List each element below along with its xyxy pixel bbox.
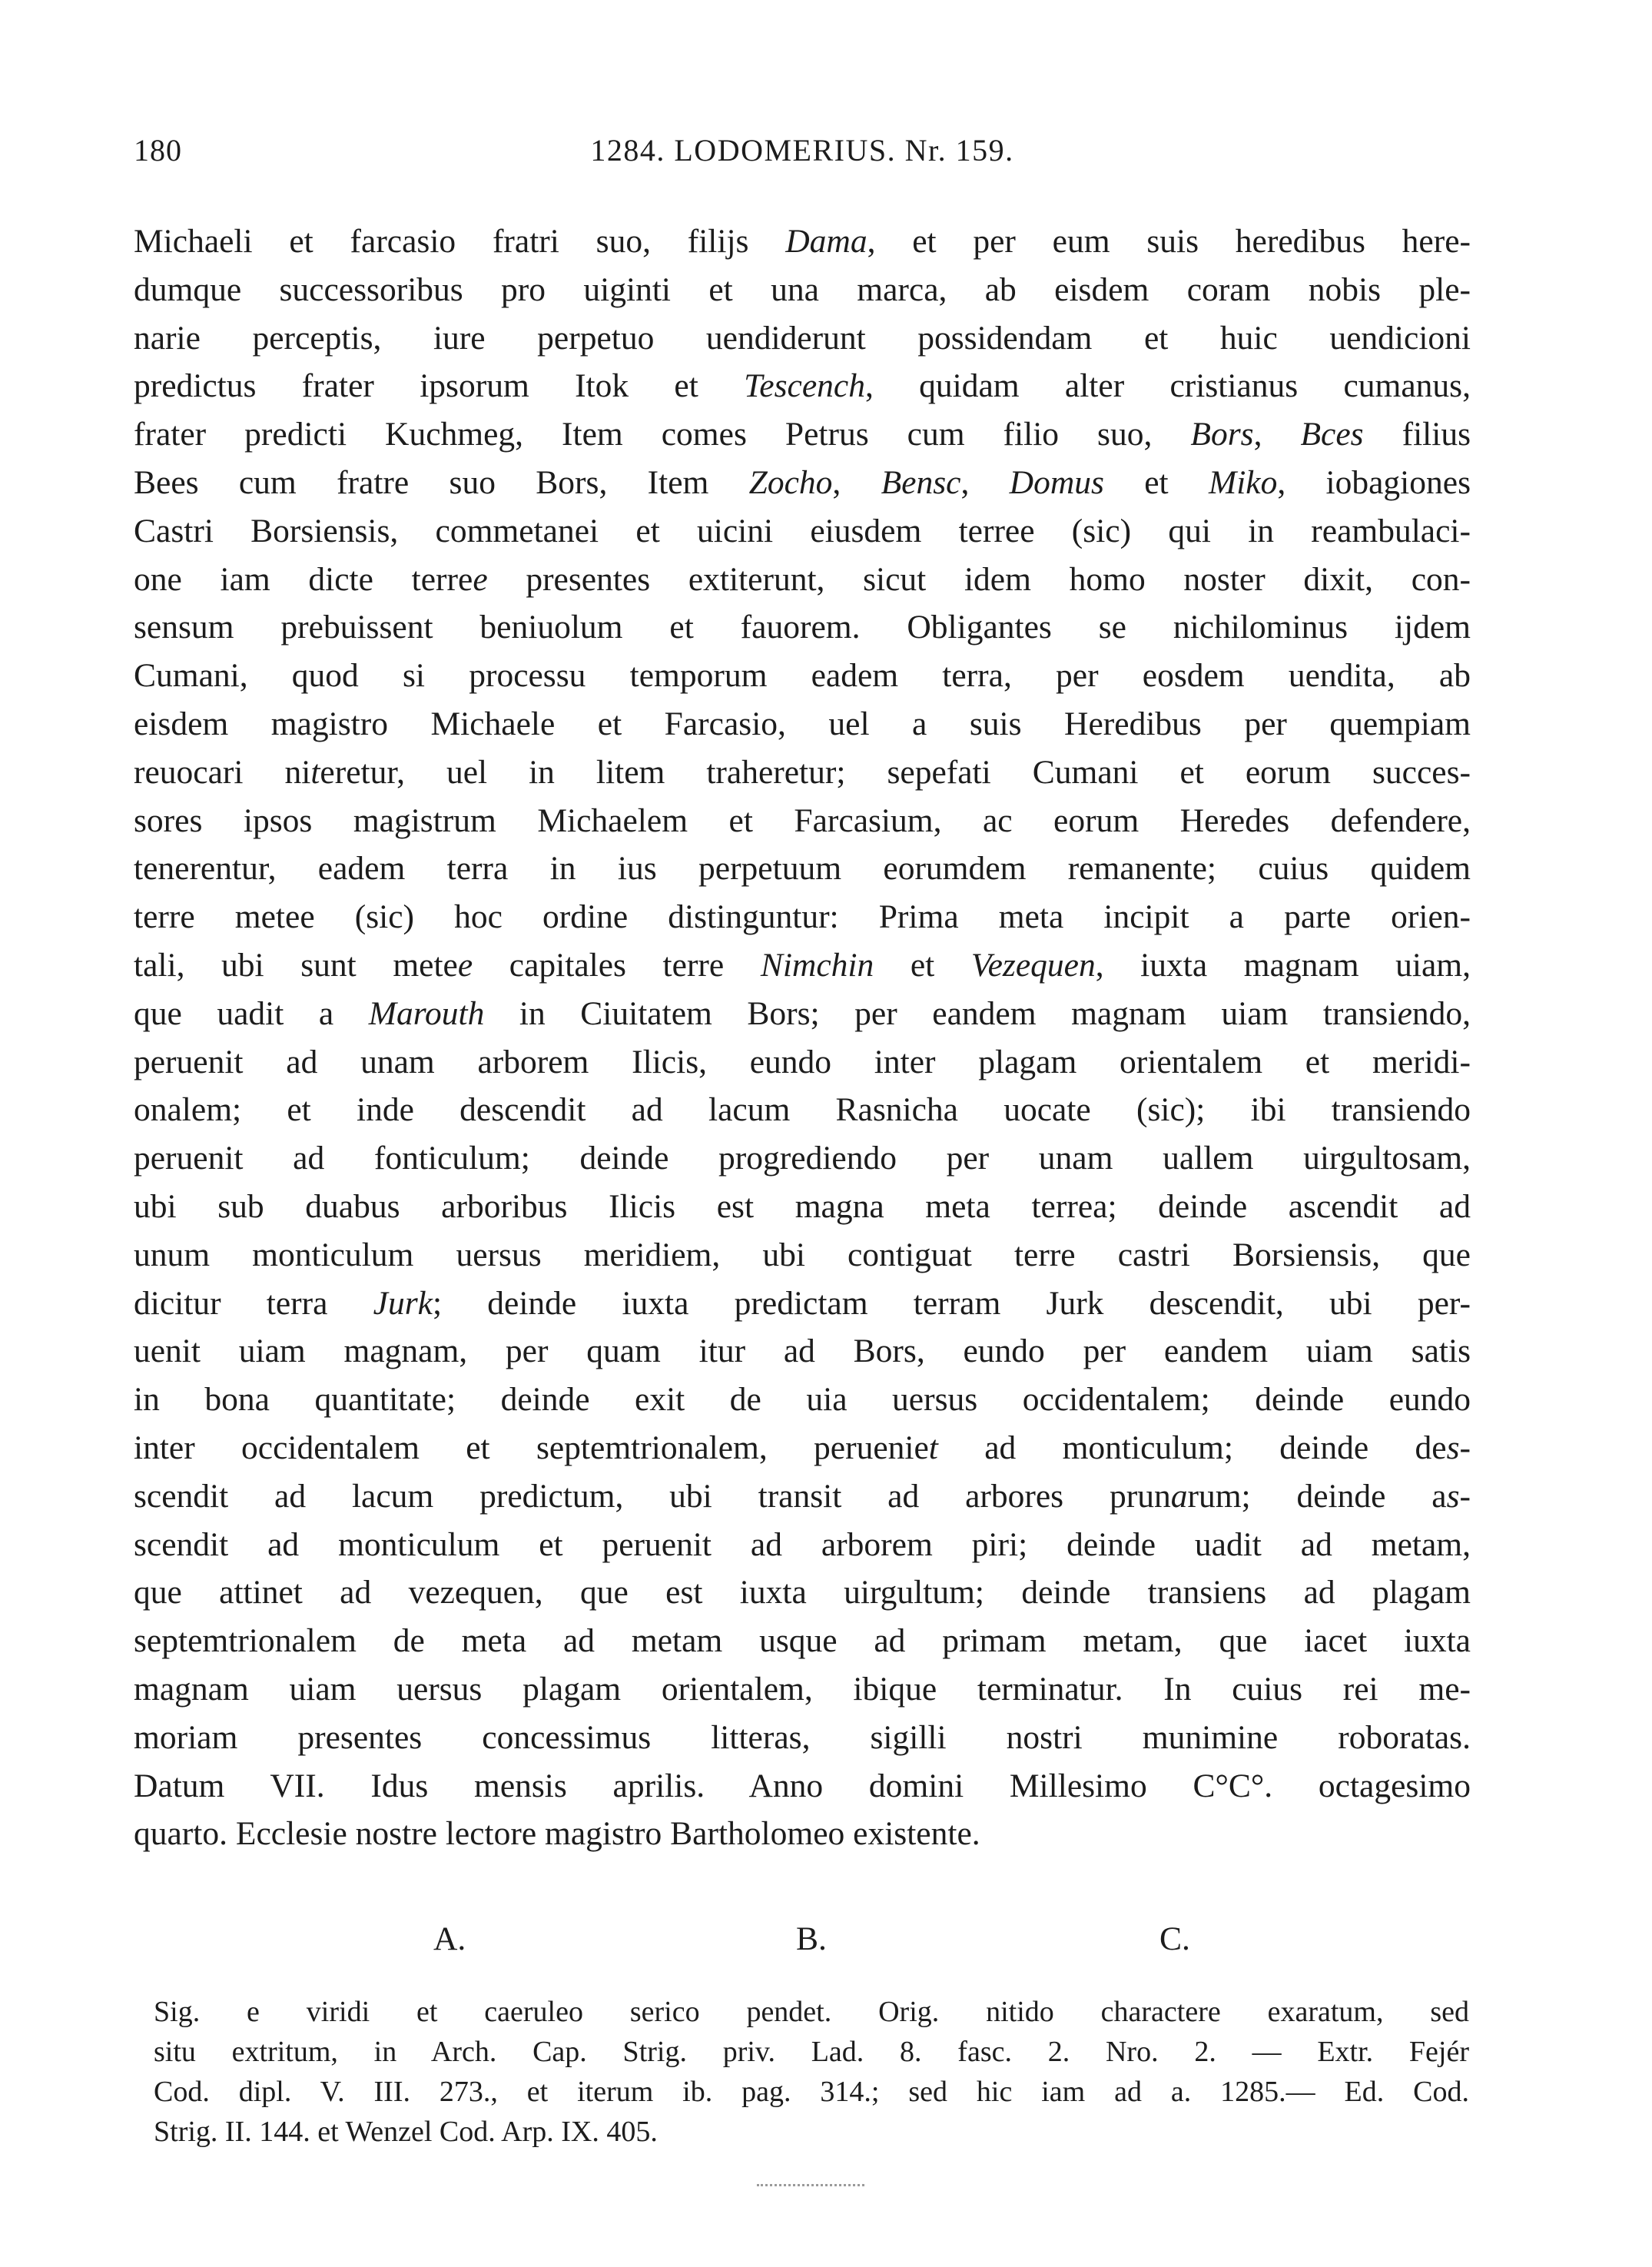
- signature-a: A.: [433, 1920, 466, 1957]
- text-line: reuocari niteretur, uel in litem traheretur; sepefati Cumani et eorum succes-: [134, 753, 1471, 791]
- note-line: Cod. dipl. V. III. 273., et iterum ib. pag. 314.; sed hic iam ad a. 1285.— Ed. Cod.: [154, 2076, 1469, 2108]
- text-line: ubi sub duabus arboribus Ilicis est magna meta terrea; deinde ascendit ad: [134, 1187, 1471, 1225]
- text-line: peruenit ad unam arborem Ilicis, eundo inter plagam orientalem et meridi-: [134, 1043, 1471, 1080]
- decorative-rule: [757, 2184, 864, 2189]
- text-line: eisdem magistro Michaele et Farcasio, uel a suis Heredibus per quempiam: [134, 705, 1471, 742]
- text-line: sensum prebuissent beniuolum et fauorem. Obligantes se nichilominus ijdem: [134, 609, 1471, 646]
- text-line: dicitur terra Jurk; deinde iuxta predictam terram Jurk descendit, ubi per-: [134, 1284, 1471, 1322]
- text-line: Castri Borsiensis, commetanei et uicini eiusdem terree (sic) qui in reambulaci-: [134, 512, 1471, 549]
- page-header: [134, 132, 1471, 178]
- text-line: narie perceptis, iure perpetuo uendiderunt possidendam et huic uendicioni: [134, 319, 1471, 357]
- witness-signatures: [134, 1920, 1471, 1966]
- signature-b: B.: [796, 1920, 827, 1957]
- text-line: terre metee (sic) hoc ordine distinguntur: Prima meta incipit a parte orien-: [134, 898, 1471, 936]
- text-line: in bona quantitate; deinde exit de uia uersus occidentalem; deinde eundo: [134, 1381, 1471, 1419]
- text-line: one iam dicte terree presentes extiterunt, sicut idem homo noster dixit, con-: [134, 560, 1471, 598]
- text-line: sores ipsos magistrum Michaelem et Farcasium, ac eorum Heredes defendere,: [134, 802, 1471, 839]
- text-line: tenerentur, eadem terra in ius perpetuum eorumdem remanente; cuius quidem: [134, 850, 1471, 888]
- note-line: Sig. e viridi et caeruleo serico pendet. Orig. nitido charactere exaratum, sed: [154, 1996, 1469, 2028]
- text-line: magnam uiam uersus plagam orientalem, ibique terminatur. In cuius rei me-: [134, 1670, 1471, 1708]
- text-line: uenit uiam magnam, per quam itur ad Bors, eundo per eandem uiam satis: [134, 1333, 1471, 1370]
- note-line: Strig. II. 144. et Wenzel Cod. Arp. IX. 405.: [154, 2116, 658, 2148]
- text-line: unum monticulum uersus meridiem, ubi contiguat terre castri Borsiensis, que: [134, 1236, 1471, 1273]
- signature-c: C.: [1159, 1920, 1190, 1957]
- text-line: Cumani, quod si processu temporum eadem terra, per eosdem uendita, ab: [134, 657, 1471, 695]
- text-line: moriam presentes concessimus litteras, sigilli nostri munimine roboratas.: [134, 1718, 1471, 1756]
- charter-text: [134, 217, 1471, 1858]
- page-number: 180: [134, 133, 182, 168]
- text-line: Michaeli et farcasio fratri suo, filijs Dama, et per eum suis heredibus here-: [134, 223, 1471, 260]
- running-head: 1284. LODOMERIUS. Nr. 159.: [590, 133, 1014, 168]
- note-line: situ extritum, in Arch. Cap. Strig. priv. Lad. 8. fasc. 2. Nro. 2. — Extr. Fejér: [154, 2036, 1469, 2068]
- text-line: onalem; et inde descendit ad lacum Rasnicha uocate (sic); ibi transiendo: [134, 1091, 1471, 1129]
- text-line: quarto. Ecclesie nostre lectore magistro Bartholomeo existente.: [134, 1815, 980, 1853]
- text-line: frater predicti Kuchmeg, Item comes Petrus cum filio suo, Bors, Bces filius: [134, 416, 1471, 453]
- text-line: Bees cum fratre suo Bors, Item Zocho, Bensc, Domus et Miko, iobagiones: [134, 463, 1471, 501]
- text-line: peruenit ad fonticulum; deinde progrediendo per unam uallem uirgultosam,: [134, 1140, 1471, 1177]
- text-line: predictus frater ipsorum Itok et Tescench, quidam alter cristianus cumanus,: [134, 367, 1471, 405]
- text-line: septemtrionalem de meta ad metam usque ad primam metam, que iacet iuxta: [134, 1622, 1471, 1660]
- text-line: que uadit a Marouth in Ciuitatem Bors; per eandem magnam uiam transiendo,: [134, 994, 1471, 1032]
- text-line: dumque successoribus pro uiginti et una marca, ab eisdem coram nobis ple-: [134, 271, 1471, 308]
- text-line: scendit ad lacum predictum, ubi transit ad arbores prunarum; deinde as-: [134, 1477, 1471, 1515]
- editorial-note: [154, 1992, 1469, 2152]
- text-line: tali, ubi sunt metee capitales terre Nimchin et Vezequen, iuxta magnam uiam,: [134, 946, 1471, 984]
- text-line: que attinet ad vezequen, que est iuxta uirgultum; deinde transiens ad plagam: [134, 1574, 1471, 1611]
- text-line: inter occidentalem et septemtrionalem, perueniet ad monticulum; deinde des-: [134, 1429, 1471, 1466]
- text-line: Datum VII. Idus mensis aprilis. Anno domini Millesimo C°C°. octagesimo: [134, 1767, 1471, 1804]
- text-line: scendit ad monticulum et peruenit ad arborem piri; deinde uadit ad metam,: [134, 1525, 1471, 1563]
